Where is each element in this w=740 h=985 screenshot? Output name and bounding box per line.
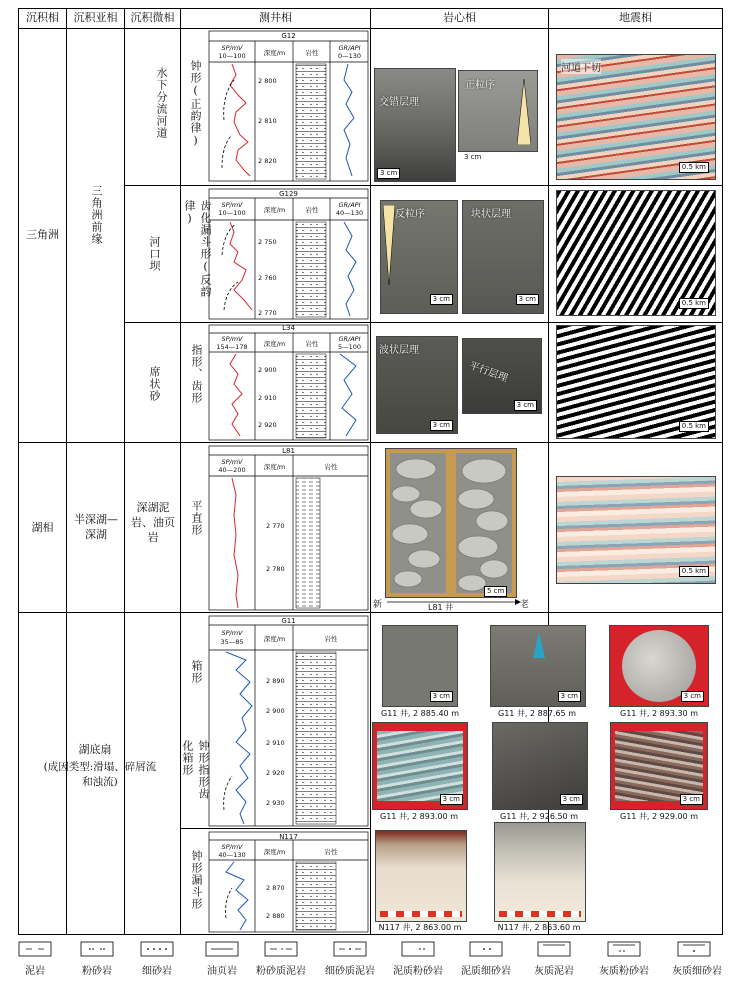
- n117-depth-2: 2 880: [266, 912, 285, 920]
- legend-siltstone: 粉砂岩: [82, 966, 112, 977]
- g12-gr: GR/API: [338, 44, 361, 52]
- g11-depth-5: 2 930: [266, 799, 285, 807]
- microfacies-mouth-bar: 河口坝: [148, 236, 161, 272]
- scale-l34-a: 3 cm: [430, 420, 453, 431]
- g12-sp: SP/mV: [221, 44, 243, 52]
- legend-fine-sandy-mudstone: 细砂质泥岩: [325, 966, 375, 977]
- seismic-scale-3: 0.5 km: [679, 421, 709, 432]
- l81-name: L81: [282, 447, 295, 455]
- logshape-n117: 钟形漏斗形: [190, 850, 203, 910]
- scale-g11-3: 3 cm: [681, 691, 704, 702]
- g129-gr: GR/API: [338, 201, 361, 209]
- label-wavy-bedding: 波状层理: [379, 345, 419, 356]
- l81-well-label: L81 井: [428, 603, 454, 612]
- logshape-deep-lake: 平直形: [190, 500, 203, 536]
- g129-sp-range: 10—100: [218, 209, 246, 217]
- caption-g11-4: G11 井, 2 893.00 m: [380, 812, 458, 821]
- l81-new: 新: [373, 600, 383, 610]
- legend-calcareous-fine-sandstone: 灰质细砂岩: [672, 966, 722, 977]
- scale-l34-b: 3 cm: [514, 400, 537, 411]
- caption-n117-1: N117 井, 2 863.00 m: [378, 923, 462, 932]
- scale-g11-6: 3 cm: [680, 794, 703, 805]
- core-photo-reverse-grading: [380, 200, 458, 314]
- core-photo-g11-2: [490, 625, 586, 707]
- seismic-deep-lake: [556, 476, 716, 584]
- core-photo-g11-1: [382, 625, 458, 707]
- header-subfacies: 沉积亚相: [73, 11, 118, 24]
- scale-g129-b: 3 cm: [516, 294, 539, 305]
- g12-depth-3: 2 820: [258, 157, 277, 165]
- l81-sp-range: 40—200: [218, 466, 246, 474]
- scale-g11-2: 3 cm: [558, 691, 581, 702]
- legend-calcareous-siltstone: 灰质粉砂岩: [599, 966, 649, 977]
- facies-fan: 湖底扇: [78, 743, 112, 756]
- l81-sp: SP/mV: [221, 458, 243, 466]
- g129-sp: SP/mV: [221, 201, 243, 209]
- logshape-sheet-sand: 指形、齿形: [190, 344, 203, 404]
- l34-litho-header: 岩性: [305, 340, 319, 348]
- seismic-scale-1: 0.5 km: [679, 162, 709, 173]
- legend-muddy-fine-sandstone: 泥质细砂岩: [461, 966, 511, 977]
- g11-depth-header: 深度/m: [263, 635, 286, 643]
- scale-g11-5: 3 cm: [560, 794, 583, 805]
- l34-gr-range: 5—100: [337, 343, 362, 351]
- seismic-scale-2: 0.5 km: [679, 298, 709, 309]
- arrow-marker-icon: [533, 632, 545, 658]
- n117-sp-range: 40—130: [218, 851, 246, 859]
- label-channel-incision: 河道下切: [561, 59, 601, 74]
- g12-depth-header: 深度/m: [263, 49, 286, 57]
- scale-l81: 5 cm: [484, 586, 507, 597]
- n117-name: N117: [279, 833, 298, 841]
- core-photo-parallel-bedding: [462, 338, 542, 414]
- core-photo-wavy-bedding: [376, 336, 458, 434]
- logshape-g11-b: 钟形指形齿化箱形: [181, 740, 210, 800]
- label-normal-grading: 正粒序: [465, 80, 495, 91]
- header-facies: 沉积相: [26, 11, 59, 24]
- logshape-channel: 钟形(正韵律): [189, 60, 202, 148]
- l34-gr: GR/API: [338, 335, 361, 343]
- header-log: 测井相: [259, 11, 292, 24]
- l34-name: L34: [282, 324, 295, 332]
- facies-delta: 三角洲: [26, 228, 59, 241]
- seismic-mouth-bar: [556, 190, 716, 316]
- caption-g11-6: G11 井, 2 929.00 m: [620, 812, 698, 821]
- l81-depth-1: 2 770: [266, 522, 285, 530]
- g129-gr-range: 40—130: [335, 209, 364, 217]
- g11-name: G11: [281, 617, 296, 625]
- logshape-g11-a: 箱形: [190, 660, 203, 684]
- legend-calcareous-mudstone: 灰质泥岩: [534, 966, 574, 977]
- n117-depth-1: 2 870: [266, 884, 285, 892]
- g12-sp-range: 10—100: [218, 52, 246, 60]
- caption-n117-2: N117 井, 2 863.60 m: [497, 923, 581, 932]
- scale-g12-a: 3 cm: [377, 168, 400, 179]
- legend-mudstone: 泥岩: [25, 966, 45, 977]
- g12-depth-1: 2 800: [258, 77, 277, 85]
- facies-lake: 湖相: [31, 521, 54, 534]
- core-photo-g11-6: [610, 722, 708, 810]
- g129-depth-3: 2 770: [258, 309, 277, 317]
- g129-depth-1: 2 750: [258, 238, 277, 246]
- microfacies-deep-lake: 深湖泥岩、油页岩: [131, 501, 175, 544]
- g11-depth-4: 2 920: [266, 769, 285, 777]
- microfacies-sheet-sand: 席状砂: [148, 366, 161, 402]
- legend-fine-sandstone: 细砂岩: [142, 966, 172, 977]
- g11-depth-3: 2 910: [266, 739, 285, 747]
- core-photo-g11-3: [609, 625, 709, 707]
- l34-depth-3: 2 920: [258, 421, 277, 429]
- core-photo-normal-grading: [458, 70, 538, 152]
- l34-depth-2: 2 910: [258, 394, 277, 402]
- l34-depth-1: 2 900: [258, 366, 277, 374]
- l81-litho-header: 岩性: [324, 463, 338, 471]
- g11-sp: SP/mV: [221, 629, 243, 637]
- core-photo-g11-4: [372, 722, 468, 810]
- g12-gr-range: 0—130: [337, 52, 362, 60]
- facies-fan-note: (成因类型:滑塌、碎屑流和浊流): [43, 761, 157, 788]
- l34-sp-range: 154—178: [216, 343, 248, 351]
- header-core: 岩心相: [443, 11, 476, 24]
- g129-litho-header: 岩性: [305, 206, 319, 214]
- n117-litho-header: 岩性: [324, 848, 338, 856]
- label-massive-bedding: 块状层理: [471, 209, 511, 220]
- core-photo-n117-2: [494, 822, 586, 922]
- header-microfacies: 沉积微相: [130, 11, 175, 24]
- seismic-scale-4: 0.5 km: [679, 566, 709, 577]
- legend-silty-mudstone: 粉砂质泥岩: [256, 966, 306, 977]
- scale-g129-a: 3 cm: [430, 294, 453, 305]
- caption-g11-1: G11 井, 2 885.40 m: [381, 709, 459, 718]
- g11-depth-1: 2 890: [266, 677, 285, 685]
- g129-depth-2: 2 760: [258, 274, 277, 282]
- caption-g11-3: G11 井, 2 893.30 m: [620, 709, 698, 718]
- core-photo-l81: [385, 448, 517, 598]
- seismic-channel: [556, 54, 716, 180]
- header-seismic: 地震相: [619, 11, 652, 24]
- subfacies-delta-front: 三角洲前缘: [90, 185, 103, 245]
- l34-sp: SP/mV: [221, 335, 243, 343]
- subfacies-semi-deep: 半深湖—深湖: [74, 513, 118, 541]
- core-photo-n117-1: [375, 830, 467, 922]
- g12-litho-header: 岩性: [305, 49, 319, 57]
- l34-depth-header: 深度/m: [263, 340, 286, 348]
- g129-depth-header: 深度/m: [263, 206, 286, 214]
- core-photo-cross-bedding: [374, 68, 456, 182]
- l81-old: 老: [520, 600, 530, 610]
- microfacies-channel: 水下分流河道: [155, 67, 168, 139]
- caption-g11-2: G11 井, 2 887.65 m: [498, 709, 576, 718]
- l81-depth-header: 深度/m: [263, 463, 286, 471]
- g12-depth-2: 2 810: [258, 117, 277, 125]
- g11-sp-range: 35—85: [220, 638, 244, 646]
- scale-g11-4: 3 cm: [440, 794, 463, 805]
- g129-name: G129: [279, 190, 298, 198]
- core-photo-g11-5: [492, 722, 588, 810]
- legend-symbols: [0, 940, 740, 960]
- g11-litho-header: 岩性: [324, 635, 338, 643]
- legend-muddy-siltstone: 泥质粉砂岩: [393, 966, 443, 977]
- caption-g11-5: G11 井, 2 926.50 m: [500, 812, 578, 821]
- g11-depth-2: 2 900: [266, 707, 285, 715]
- l81-depth-2: 2 780: [266, 565, 285, 573]
- g12-name: G12: [281, 32, 296, 40]
- label-parallel-bedding: 平行层理: [467, 360, 509, 385]
- n117-depth-header: 深度/m: [263, 848, 286, 856]
- grading-triangle-icon: [383, 205, 395, 285]
- label-reverse-grading: 反粒序: [395, 209, 425, 220]
- core-photo-massive-bedding: [462, 200, 544, 314]
- seismic-sheet-sand: [556, 325, 716, 439]
- legend-oil-shale: 油页岩: [207, 966, 237, 977]
- scale-g12-b: 3 cm: [464, 153, 482, 161]
- n117-sp: SP/mV: [221, 843, 243, 851]
- logshape-mouth-bar: 齿化漏斗形(反韵律): [183, 200, 212, 298]
- label-cross-bedding: 交错层理: [379, 97, 419, 108]
- grading-triangle-icon: [517, 79, 531, 145]
- scale-g11-1: 3 cm: [430, 691, 453, 702]
- core-box-illustration: [386, 449, 516, 597]
